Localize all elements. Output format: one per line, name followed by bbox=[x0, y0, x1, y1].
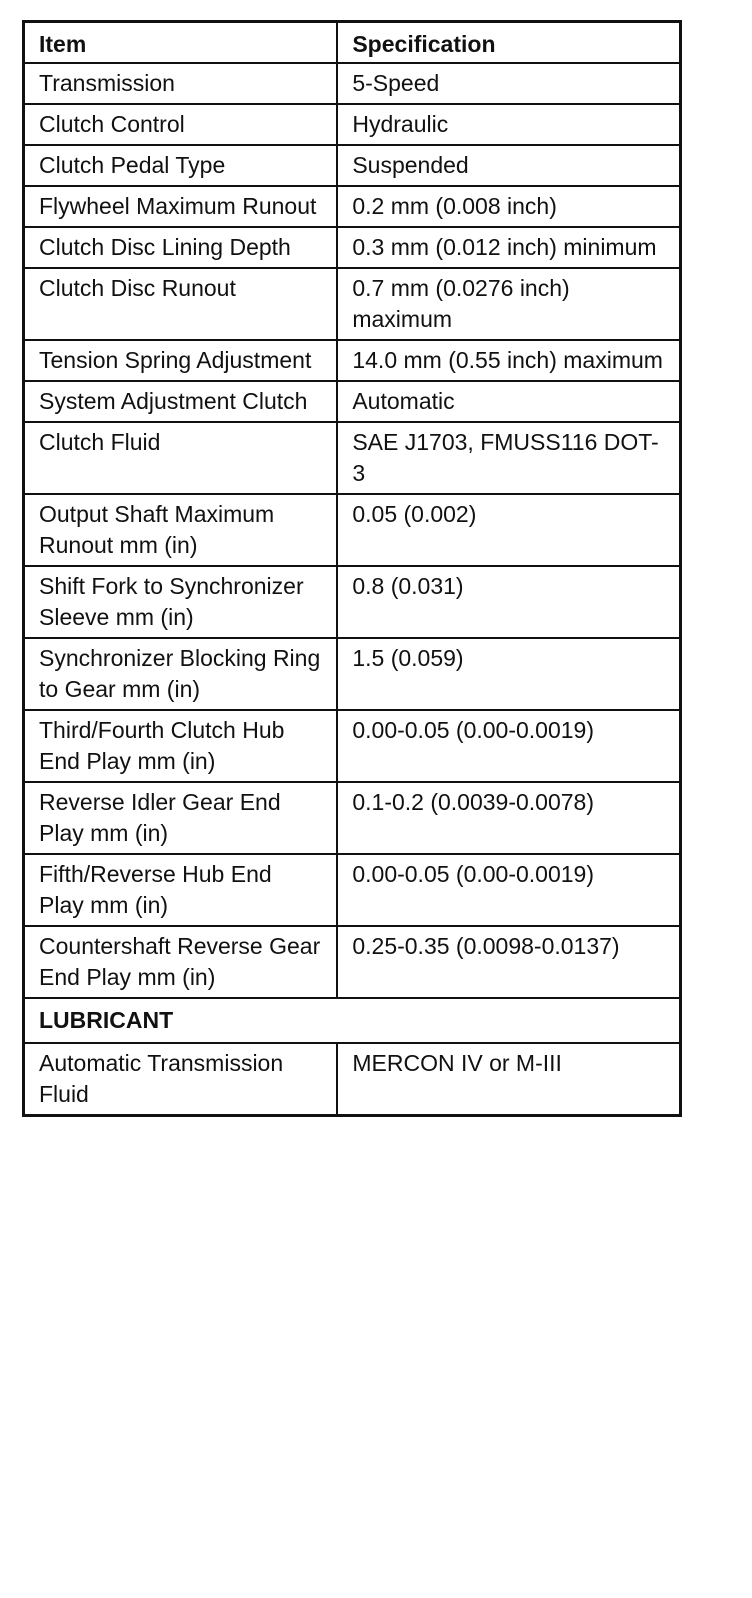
spec-cell: MERCON IV or M-III bbox=[337, 1043, 680, 1116]
spec-cell: 0.00-0.05 (0.00-0.0019) bbox=[337, 854, 680, 926]
table-row bbox=[24, 926, 681, 998]
section-label: LUBRICANT bbox=[24, 998, 681, 1043]
spec-cell: Hydraulic bbox=[337, 104, 680, 145]
item-cell: Reverse Idler Gear End Play mm (in) bbox=[24, 782, 338, 854]
table-row bbox=[24, 1043, 681, 1116]
table-row bbox=[24, 494, 681, 566]
item-cell: Output Shaft Maximum Runout mm (in) bbox=[24, 494, 338, 566]
header-specification: Specification bbox=[337, 22, 680, 64]
spec-cell: 0.2 mm (0.008 inch) bbox=[337, 186, 680, 227]
item-cell: Third/Fourth Clutch Hub End Play mm (in) bbox=[24, 710, 338, 782]
spec-cell: 0.25-0.35 (0.0098-0.0137) bbox=[337, 926, 680, 998]
item-cell: Clutch Fluid bbox=[24, 422, 338, 494]
item-cell: Automatic Transmission Fluid bbox=[24, 1043, 338, 1116]
table-row bbox=[24, 227, 681, 268]
table-row bbox=[24, 782, 681, 854]
table-row bbox=[24, 186, 681, 227]
spec-cell: 0.05 (0.002) bbox=[337, 494, 680, 566]
table-row bbox=[24, 710, 681, 782]
section-row-lubricant bbox=[24, 998, 681, 1043]
table-row bbox=[24, 104, 681, 145]
item-cell: Transmission bbox=[24, 63, 338, 104]
spec-cell: 14.0 mm (0.55 inch) maximum bbox=[337, 340, 680, 381]
table-header-row bbox=[24, 22, 681, 64]
item-cell: Clutch Pedal Type bbox=[24, 145, 338, 186]
item-cell: Fifth/Reverse Hub End Play mm (in) bbox=[24, 854, 338, 926]
table-row bbox=[24, 381, 681, 422]
item-cell: Countershaft Reverse Gear End Play mm (in) bbox=[24, 926, 338, 998]
item-cell: Synchronizer Blocking Ring to Gear mm (in) bbox=[24, 638, 338, 710]
table-row bbox=[24, 268, 681, 340]
table-row bbox=[24, 145, 681, 186]
spec-cell: 0.7 mm (0.0276 inch) maximum bbox=[337, 268, 680, 340]
spec-cell: Automatic bbox=[337, 381, 680, 422]
spec-cell: 5-Speed bbox=[337, 63, 680, 104]
specification-table bbox=[22, 20, 682, 1117]
spec-cell: 0.00-0.05 (0.00-0.0019) bbox=[337, 710, 680, 782]
spec-cell: 0.3 mm (0.012 inch) minimum bbox=[337, 227, 680, 268]
table-row bbox=[24, 638, 681, 710]
item-cell: Clutch Disc Lining Depth bbox=[24, 227, 338, 268]
item-cell: Flywheel Maximum Runout bbox=[24, 186, 338, 227]
table-row bbox=[24, 340, 681, 381]
table-row bbox=[24, 422, 681, 494]
item-cell: System Adjustment Clutch bbox=[24, 381, 338, 422]
item-cell: Tension Spring Adjustment bbox=[24, 340, 338, 381]
spec-cell: Suspended bbox=[337, 145, 680, 186]
item-cell: Clutch Control bbox=[24, 104, 338, 145]
table-row bbox=[24, 63, 681, 104]
spec-cell: 0.8 (0.031) bbox=[337, 566, 680, 638]
header-item: Item bbox=[24, 22, 338, 64]
spec-cell: 1.5 (0.059) bbox=[337, 638, 680, 710]
item-cell: Shift Fork to Synchronizer Sleeve mm (in) bbox=[24, 566, 338, 638]
spec-cell: SAE J1703, FMUSS116 DOT-3 bbox=[337, 422, 680, 494]
item-cell: Clutch Disc Runout bbox=[24, 268, 338, 340]
spec-cell: 0.1-0.2 (0.0039-0.0078) bbox=[337, 782, 680, 854]
table-row bbox=[24, 854, 681, 926]
table-row bbox=[24, 566, 681, 638]
